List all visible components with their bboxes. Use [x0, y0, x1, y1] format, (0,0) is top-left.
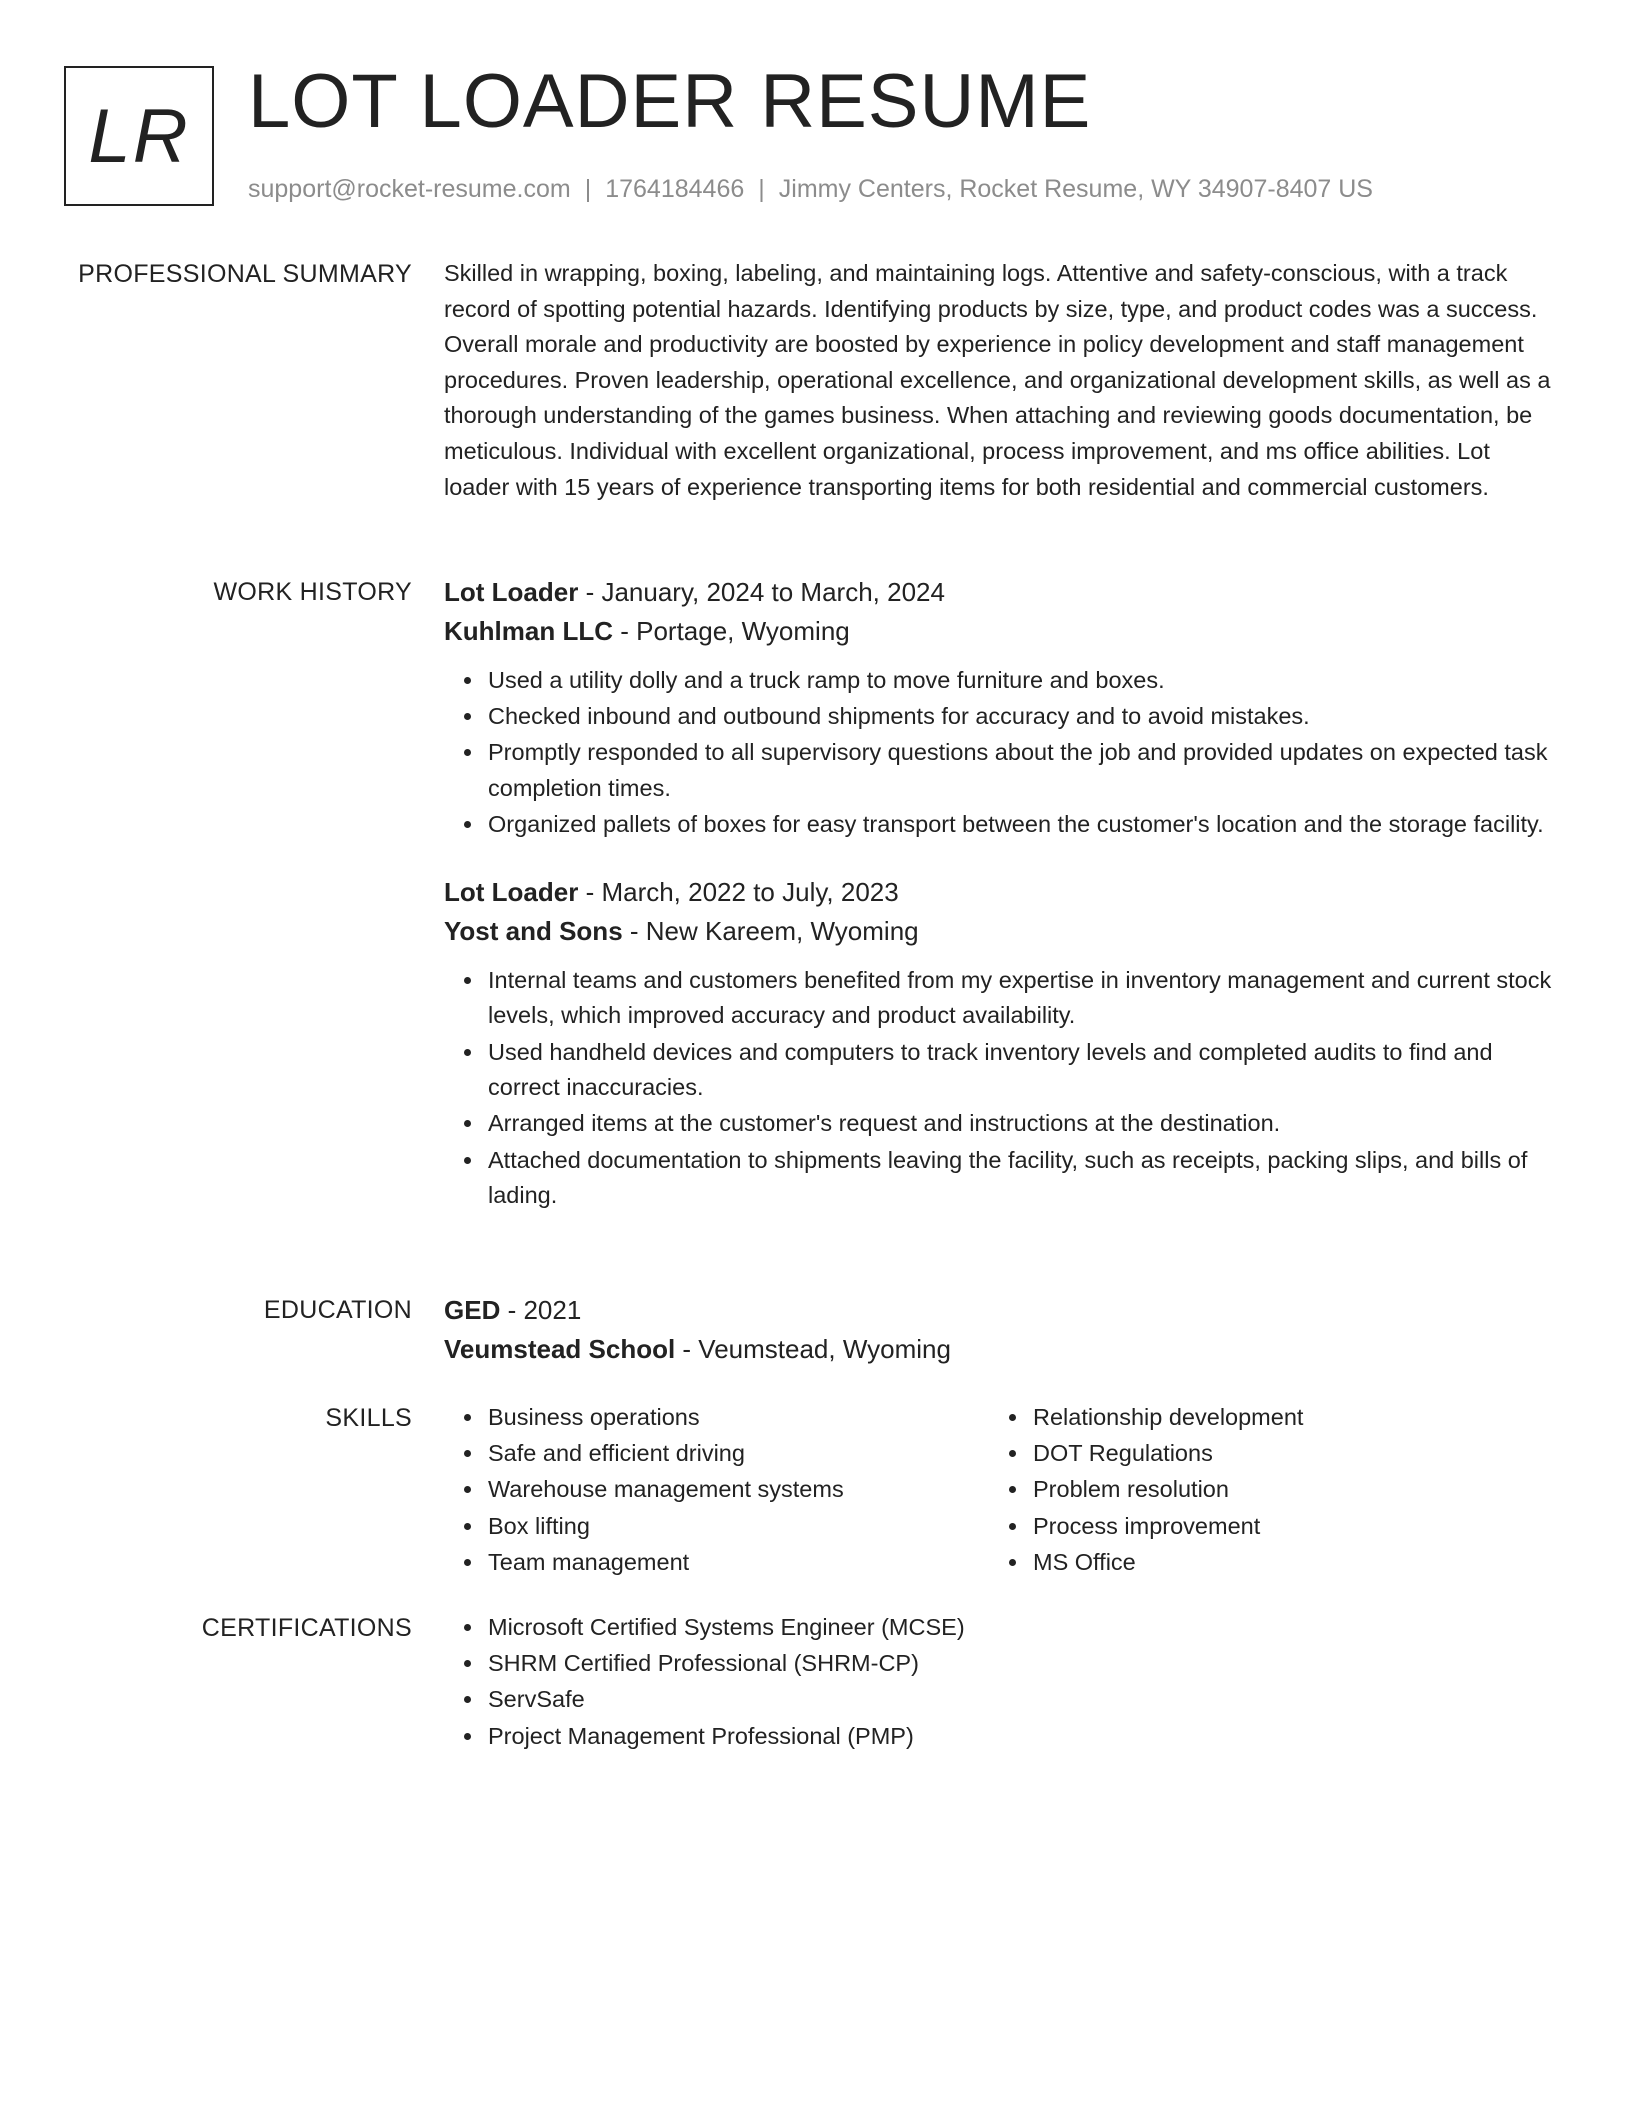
list-item: ServSafe: [488, 1682, 1556, 1718]
page-title: LOT LOADER RESUME: [248, 59, 1092, 144]
education-location: - Veumstead, Wyoming: [675, 1334, 951, 1364]
contact-separator: |: [758, 175, 765, 203]
education-school: Veumstead School: [444, 1334, 676, 1364]
contact-address: Jimmy Centers, Rocket Resume, WY 34907-8407 US: [778, 175, 1373, 203]
list-item: MS Office: [1033, 1545, 1534, 1581]
list-item: Attached documentation to shipments leaving the facility, such as receipts, packing slips, and bills of lading.: [488, 1143, 1556, 1214]
list-item: Checked inbound and outbound shipments for accuracy and to avoid mistakes.: [488, 699, 1556, 735]
job-company: Yost and Sons: [444, 915, 623, 946]
section-label-certifications: CERTIFICATIONS: [201, 1614, 412, 1642]
list-item: Promptly responded to all supervisory questions about the job and provided updates on expected task completion times.: [488, 735, 1556, 806]
list-item: Safe and efficient driving: [488, 1436, 989, 1472]
contact-email: support@rocket-resume.com: [248, 175, 571, 203]
list-item: Internal teams and customers benefited from my expertise in inventory management and current stock levels, which improved accuracy and product availability.: [488, 963, 1556, 1034]
job-company-line: [444, 912, 1556, 951]
list-item: SHRM Certified Professional (SHRM-CP): [488, 1646, 1556, 1682]
job-role: Lot Loader: [444, 577, 579, 607]
job-title-line: [444, 573, 1556, 612]
list-item: Arranged items at the customer's request and instructions at the destination.: [488, 1106, 1556, 1142]
job-bullets: [444, 663, 1556, 843]
section-education: [444, 1291, 1556, 1369]
education-year: - 2021: [500, 1295, 582, 1325]
contact-separator: |: [584, 175, 592, 203]
list-item: Process improvement: [1033, 1509, 1534, 1545]
list-item: DOT Regulations: [1033, 1436, 1534, 1472]
section-label-skills: SKILLS: [325, 1404, 412, 1432]
list-item: Relationship development: [1033, 1400, 1534, 1436]
list-item: Problem resolution: [1033, 1472, 1534, 1508]
list-item: Organized pallets of boxes for easy transport between the customer's location and the storage facility.: [488, 807, 1556, 843]
job-entry: [444, 873, 1556, 1214]
skills-list: [989, 1400, 1534, 1580]
list-item: Business operations: [488, 1400, 989, 1436]
list-item: Microsoft Certified Systems Engineer (MCSE): [488, 1610, 1556, 1646]
section-summary: [444, 256, 1556, 505]
job-role: Lot Loader: [444, 876, 579, 907]
section-label-work-history: WORK HISTORY: [213, 578, 412, 606]
job-location: - New Kareem, Wyoming: [622, 915, 919, 946]
job-title-line: [444, 873, 1556, 912]
job-dates: - January, 2024 to March, 2024: [578, 577, 945, 607]
list-item: Project Management Professional (PMP): [488, 1719, 1556, 1755]
education-school-line: [444, 1330, 1556, 1369]
list-item: Used a utility dolly and a truck ramp to move furniture and boxes.: [488, 663, 1556, 699]
contact-line: [248, 172, 1373, 206]
education-degree: GED: [444, 1295, 501, 1325]
education-degree-line: [444, 1291, 1556, 1330]
list-item: Used handheld devices and computers to track inventory levels and completed audits to find and correct inaccuracies.: [488, 1035, 1556, 1106]
section-label-education: EDUCATION: [263, 1296, 412, 1324]
certifications-list: [444, 1610, 1556, 1754]
skills-grid: [444, 1400, 1556, 1581]
section-work-history: [444, 573, 1556, 1214]
contact-phone: 1764184466: [605, 175, 745, 203]
skills-column-left: [444, 1400, 989, 1581]
job-location: - Portage, Wyoming: [613, 616, 850, 646]
job-bullets: [444, 963, 1556, 1214]
job-entry: [444, 573, 1556, 843]
section-skills: [444, 1400, 1556, 1581]
skills-column-right: [989, 1400, 1534, 1581]
list-item: Team management: [488, 1545, 989, 1581]
monogram-box: [64, 66, 214, 206]
job-dates: - March, 2022 to July, 2023: [578, 876, 899, 907]
skills-list: [444, 1400, 989, 1580]
section-certifications: [444, 1610, 1556, 1755]
job-company: Kuhlman LLC: [444, 616, 613, 646]
list-item: Warehouse management systems: [488, 1472, 989, 1508]
section-label-summary: PROFESSIONAL SUMMARY: [78, 260, 412, 288]
job-company-line: [444, 612, 1556, 651]
monogram-initials: LR: [88, 93, 190, 179]
summary-text: Skilled in wrapping, boxing, labeling, and maintaining logs. Attentive and safety-conscious, with a track record of spotting potential hazards. Identifying products by size, type, and product codes was a success. Overall morale and productivity are boosted by experience in policy development and staff management procedures. Proven leadership, operational excellence, and organizational development skills, as well as a thorough understanding of the games business. When attaching and reviewing goods documentation, be meticulous. Individual with excellent organizational, process improvement, and ms office abilities. Lot loader with 15 years of experience transporting items for both residential and commercial customers.: [444, 260, 1551, 500]
list-item: Box lifting: [488, 1509, 989, 1545]
